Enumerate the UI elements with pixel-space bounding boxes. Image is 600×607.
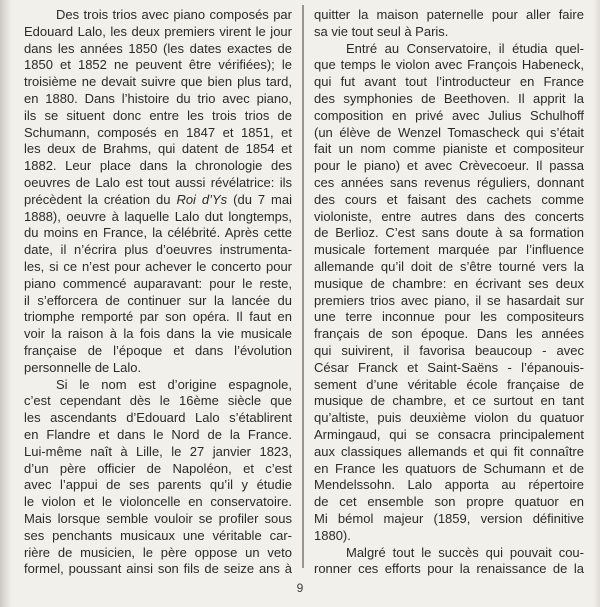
- text-line: en France les quatuors de Schumann et de: [314, 460, 584, 476]
- text-line: oeuvres de Lalo est tout aussi révélatrice: ils: [24, 174, 292, 190]
- text-line: du moins en France, la célébrité. Après cette: [24, 225, 292, 241]
- text-line: une terre inconnue pour les compositeurs: [314, 309, 584, 325]
- text-line: sa vie tout seul à Paris.: [314, 23, 449, 39]
- text-line: Schumann, composés en 1847 et 1851, et: [24, 124, 292, 140]
- text-line: Des trois trios avec piano composés par: [56, 7, 292, 22]
- text-line: 1882. Leur place dans la chronologie des: [24, 158, 292, 174]
- text-line: Mi bémol majeur (1859, version définitive: [314, 510, 584, 526]
- text-line: ronner ces efforts pour la renaissance de la: [314, 561, 584, 577]
- text-line: voir la raison à la fois dans la vie musicale: [24, 326, 292, 342]
- text-line: d’un père officier de Napoléon, et c’est: [24, 460, 292, 476]
- text-line: les deux de Brahms, qui datent de 1854 et: [24, 141, 292, 157]
- text-line: (un élève de Wenzel Tomascheck qui s’était: [314, 124, 584, 140]
- text-line: qui fut avant tout l’introducteur en France: [314, 74, 584, 90]
- text-line: c’est cependant dès le 16ème siècle que: [24, 393, 292, 409]
- text-line: musique de chambre, et ce surtout en tant: [314, 393, 584, 409]
- text-line: des cours et faisant des cachets comme: [314, 191, 584, 207]
- column-divider: [302, 5, 304, 568]
- page-edge-shadow-left: [0, 0, 12, 607]
- text-line: le violon et le violoncelle en conservatoire.: [24, 494, 292, 510]
- text-line: Edouard Lalo, les deux premiers virent le jour: [24, 23, 292, 39]
- text-line: de Berlioz. C’est sans doute à sa formation: [314, 225, 584, 241]
- text-line: Mendelssohn. Lalo apporta au répertoire: [314, 477, 584, 493]
- text-line: Si le nom est d’origine espagnole,: [56, 376, 292, 392]
- column-left: [24, 7, 292, 578]
- text-line: qu’altiste, puis deuxième violon du quatuor: [314, 410, 584, 426]
- text-line: Armingaud, qui se consacra principalement: [314, 426, 584, 442]
- text-line: 1888), oeuvre à laquelle Lalo dut longtemps,: [24, 208, 292, 224]
- text-line: 1880).: [314, 527, 351, 543]
- text-line: troisième ne devait suivre que bien plus tard,: [24, 74, 292, 90]
- text-line: fait un nom comme pianiste et compositeur: [314, 141, 584, 157]
- text-line: ils se situent donc entre les trois trios de: [24, 107, 292, 123]
- text-line: quitter la maison paternelle pour aller faire: [314, 7, 584, 22]
- text-line: César Franck et Saint-Saëns - l’épanouis-: [314, 359, 584, 375]
- text-line: précèdent la création du Roi d’Ys (du 7 mai: [24, 191, 292, 207]
- text-line: avec l’appui de ses parents qu’il y étudie: [24, 477, 292, 493]
- text-line: les, si ce n’est pour achever le concerto pour: [24, 258, 292, 274]
- page-edge-shadow-right: [593, 0, 600, 607]
- text-line: française de l’époque et dans l’évolution: [24, 342, 292, 358]
- text-line: rière de musicien, le père oppose un veto: [24, 544, 292, 560]
- text-line: 1850 et 1852 ne peuvent être vérifiées); le: [24, 57, 292, 73]
- text-line: de cet ensemble son propre quatuor en: [314, 494, 584, 510]
- text-line: piano commencé auparavant: pour le reste,: [24, 275, 292, 291]
- column-right: [314, 7, 584, 578]
- text-line: formel, poussant ainsi son fils de seize ans à: [24, 561, 292, 577]
- text-line: en Flandre et dans le Nord de la France.: [24, 426, 292, 442]
- text-line: date, il n’écrira plus d’oeuvres instrumenta-: [24, 242, 292, 258]
- text-line: il s’efforcera de continuer sur la lancée du: [24, 292, 292, 308]
- text-line: allemande qu’il doit de s’être tourné vers la: [314, 258, 584, 274]
- page-number: 9: [296, 581, 304, 595]
- text-line: sement d’une véritable école française de: [314, 376, 584, 392]
- text-line: que temps le violon avec François Habeneck,: [314, 57, 584, 73]
- text-line: violoniste, entre autres dans des concerts: [314, 208, 584, 224]
- text-line: triomphe remporté par son opéra. Il faut en: [24, 309, 292, 325]
- text-line: les ascendants d’Edouard Lalo s’établirent: [24, 410, 292, 426]
- text-line: français de son époque. Dans les années: [314, 326, 584, 342]
- text-line: ses penchants musicaux une véritable car-: [24, 527, 292, 543]
- text-line: ces années sans revenus réguliers, donnant: [314, 174, 584, 190]
- text-line: composition en privé avec Julius Schulhoff: [314, 107, 584, 123]
- text-line: personnelle de Lalo.: [24, 359, 142, 375]
- text-line: Entré au Conservatoire, il étudia quel-: [346, 40, 584, 56]
- text-line: dans les années 1850 (les dates exactes de: [24, 40, 292, 56]
- text-line: des symphonies de Beethoven. Il apprit la: [314, 90, 584, 106]
- text-line: Mais lorsque semble vouloir se profiler sous: [24, 510, 292, 526]
- text-line: en 1880. Dans l’histoire du trio avec piano,: [24, 90, 292, 106]
- text-line: musique de chambre: en écrivant ses deux: [314, 275, 584, 291]
- text-line: qui suivirent, il favorisa beaucoup - avec: [314, 342, 584, 358]
- text-line: pour le piano) et avec Crèvecoeur. Il passa: [314, 158, 584, 174]
- text-line: Lui-même naît à Lille, le 27 janvier 1823,: [24, 443, 292, 459]
- text-line: Malgré tout le succès qui pouvait cou-: [346, 544, 584, 560]
- text-line: premiers trios avec piano, il se hasardait sur: [314, 292, 584, 308]
- text-line: musicale fortement marquée par l’influence: [314, 242, 584, 258]
- text-line: aux classiques allemands et qui fit connaître: [314, 443, 584, 459]
